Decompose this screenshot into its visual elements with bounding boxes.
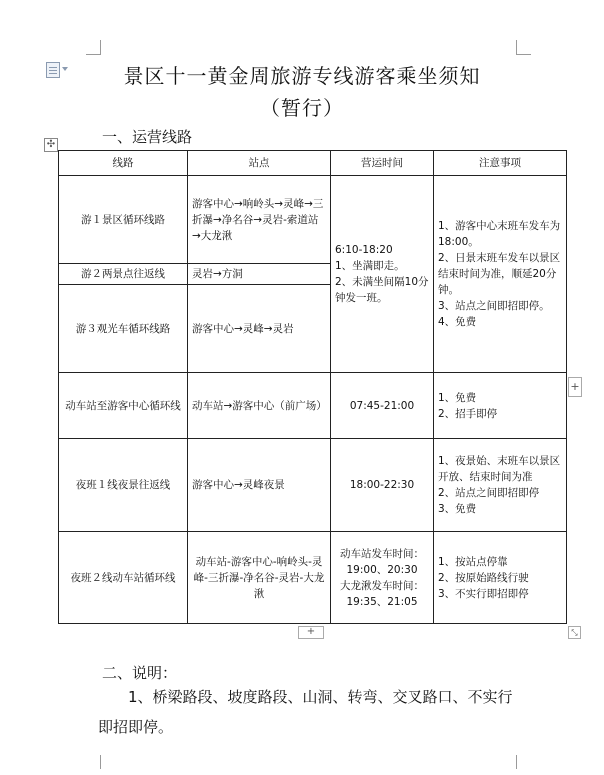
route-cell: 夜班２线动车站循环线	[59, 532, 188, 624]
notes-cell: 1、夜景始、末班车以景区开放、结束时间为准 2、站点之间即招即停 3、免费	[434, 439, 567, 532]
header-cell-notes: 注意事项	[434, 151, 567, 176]
time-cell: 07:45-21:00	[331, 373, 434, 439]
page-corner-mark-bottom-left	[86, 755, 101, 769]
table-row	[59, 176, 567, 264]
page-corner-mark-top-right	[516, 40, 531, 55]
page-corner-mark-bottom-right	[516, 755, 531, 769]
time-cell-group: 6:10-18:20 1、坐满即走。 2、未满坐间隔10分钟发一班。	[331, 176, 434, 373]
time-cell: 18:00-22:30	[331, 439, 434, 532]
page-title: 景区十一黄金周旅游专线游客乘坐须知	[123, 64, 481, 88]
stops-cell: 游客中心→响岭头→灵峰→三折瀑→净名谷→灵岩-索道站→大龙湫	[188, 176, 331, 264]
stops-cell: 灵岩→方洞	[188, 264, 331, 285]
add-row-button[interactable]: +	[298, 626, 324, 639]
route-cell: 游３观光车循环线路	[59, 285, 188, 373]
table-resize-handle-icon[interactable]: ⤡	[568, 626, 581, 639]
header-cell-stops: 站点	[188, 151, 331, 176]
stops-cell: 游客中心→灵峰夜景	[188, 439, 331, 532]
table-header-row	[59, 151, 567, 176]
section-heading-routes: 一、运营线路	[102, 128, 193, 146]
add-column-button[interactable]: +	[568, 377, 582, 397]
time-cell: 动车站发车时间： 19:00、20:30 大龙湫发车时间： 19:35、21:05	[331, 532, 434, 624]
header-cell-route: 线路	[59, 151, 188, 176]
section-heading-notes: 二、说明：	[102, 664, 178, 682]
table-row	[59, 439, 567, 532]
header-cell-time: 营运时间	[331, 151, 434, 176]
stops-cell: 动车站-游客中心-响岭头-灵峰-三折瀑-净名谷-灵岩-大龙湫	[188, 532, 331, 624]
route-cell: 夜班１线夜景往返线	[59, 439, 188, 532]
table-row	[59, 373, 567, 439]
notes-cell-group: 1、游客中心末班车发车为18:00。 2、日景末班车发车以景区结束时间为准，顺延20分钟。 3、站点之间即招即停。 4、免费	[434, 176, 567, 373]
notes-cell: 1、免费 2、招手即停	[434, 373, 567, 439]
paragraph-line-2: 即招即停。	[98, 718, 174, 736]
route-cell: 游１景区循环线路	[59, 176, 188, 264]
page-corner-mark-top-left	[86, 40, 101, 55]
stops-cell: 游客中心→灵峰→灵岩	[188, 285, 331, 373]
stops-cell: 动车站→游客中心（前广场）	[188, 373, 331, 439]
notes-cell: 1、按站点停靠 2、按原始路线行驶 3、不实行即招即停	[434, 532, 567, 624]
table-move-handle-icon[interactable]: ✣	[44, 138, 58, 152]
route-table	[58, 150, 567, 624]
table-row	[59, 532, 567, 624]
paragraph-line-1: 1、桥梁路段、坡度路段、山洞、转弯、交叉路口、不实行	[128, 688, 513, 706]
route-cell: 游２两景点往返线	[59, 264, 188, 285]
route-cell: 动车站至游客中心循环线	[59, 373, 188, 439]
page-subtitle: （暂行）	[260, 96, 344, 120]
